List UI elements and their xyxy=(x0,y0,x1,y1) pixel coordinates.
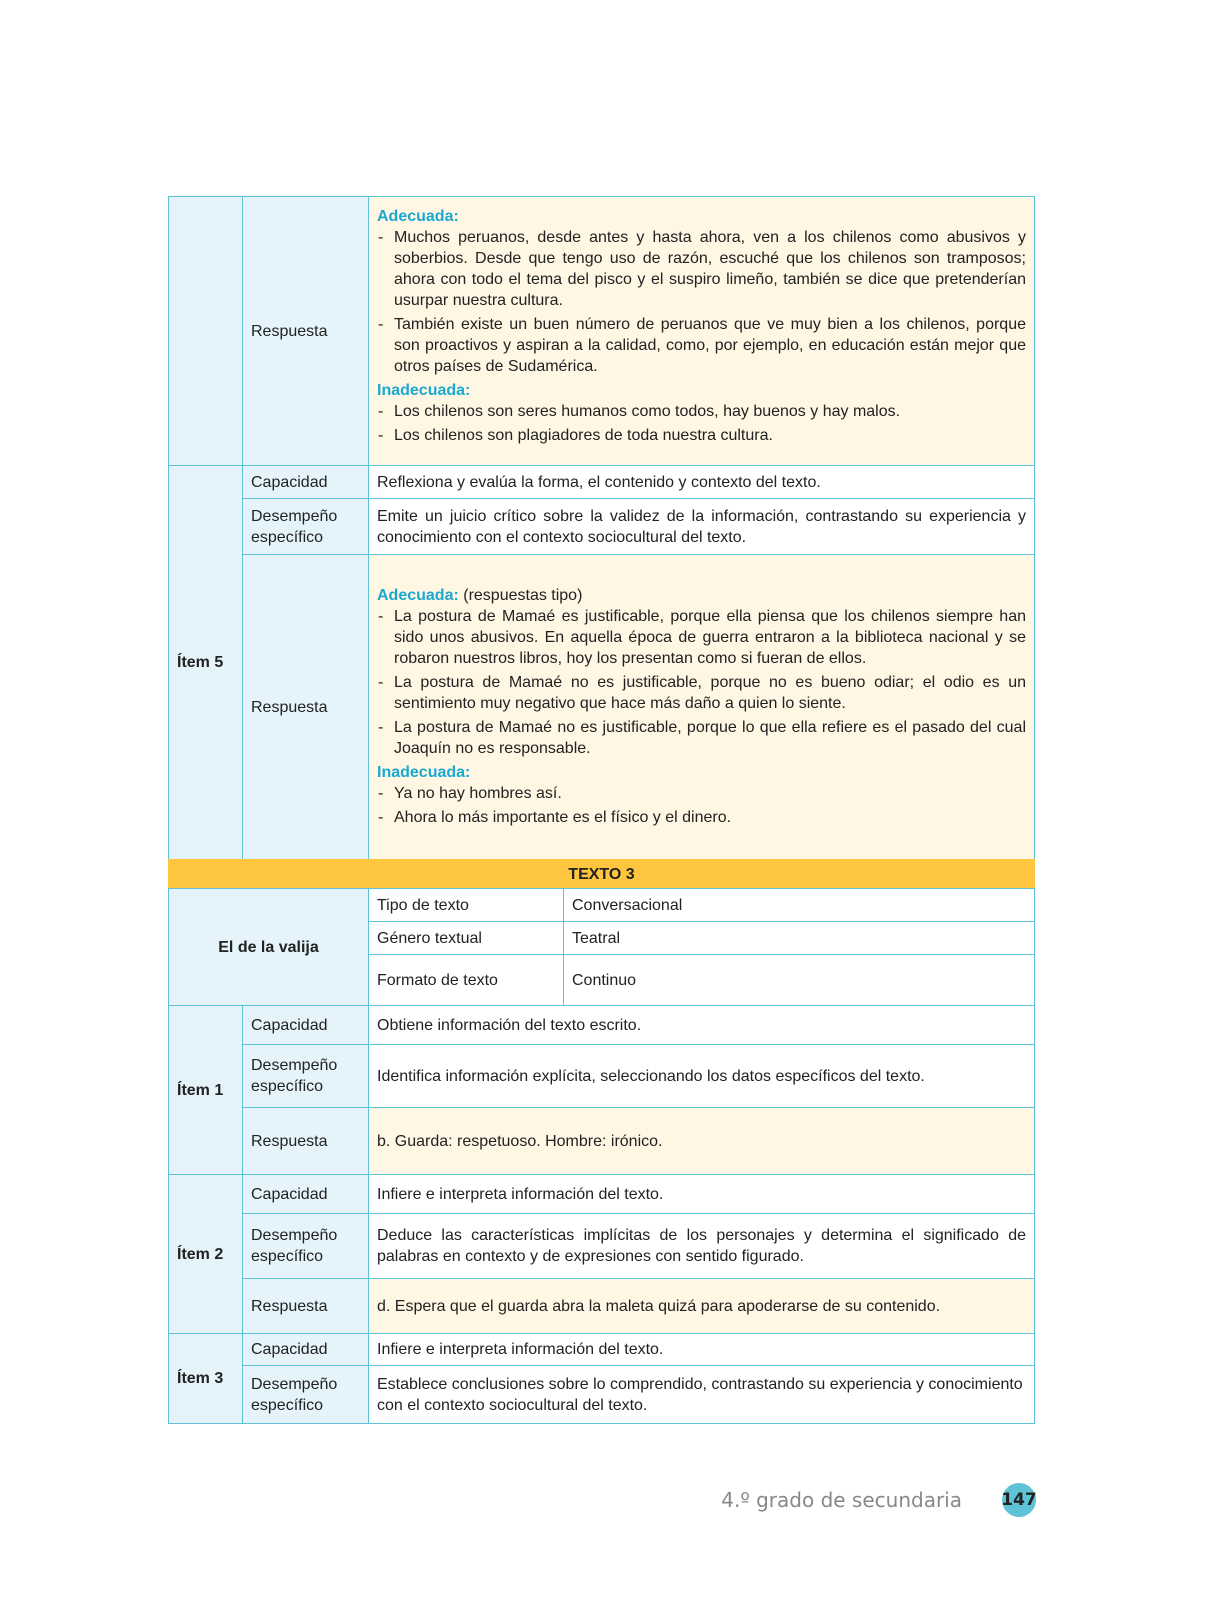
page-number: 147 xyxy=(1001,1490,1037,1510)
item3-label-cell xyxy=(168,1333,243,1424)
item2-desempeno-cell xyxy=(368,1213,1035,1279)
adecuada-heading: Adecuada: xyxy=(377,587,459,604)
list-item: - Los chilenos son plagiadores de toda nuestra cultura. xyxy=(377,425,1026,446)
capacidad-label: Capacidad xyxy=(251,1341,328,1358)
list-item: - Ahora lo más importante es el físico y el dinero. xyxy=(377,807,1026,828)
page-number-badge xyxy=(1002,1483,1036,1517)
list-item: - Ya no hay hombres así. xyxy=(377,783,1026,804)
texto3-banner-label: TEXTO 3 xyxy=(568,865,635,883)
tipo-label: Tipo de texto xyxy=(377,896,469,914)
tipo-value: Conversacional xyxy=(572,896,683,914)
item2-label-cell xyxy=(168,1174,243,1334)
adecuada-list xyxy=(377,227,1026,377)
desempeno-label: Desempeño específico xyxy=(251,1375,338,1414)
item2-respuesta-label-cell xyxy=(242,1278,369,1334)
tipo-value-cell xyxy=(563,888,1035,922)
texto3-banner xyxy=(168,859,1035,889)
item3-desempeno-label-cell xyxy=(242,1365,369,1424)
item1-respuesta-label-cell xyxy=(242,1107,369,1175)
desempeno-text: Emite un juicio crítico sobre la validez de la información, contrastando su experiencia y conocimiento con el contexto sociocultural del texto. xyxy=(377,507,1026,546)
formato-value: Continuo xyxy=(572,971,637,989)
item5-capacidad-label-cell xyxy=(242,465,369,499)
desempeno-text: Establece conclusiones sobre lo comprendido, contrastando su experiencia y conocimiento con el contexto sociocultural del texto. xyxy=(377,1375,1023,1414)
text-title: El de la valija xyxy=(218,938,319,956)
tipo-label-cell xyxy=(368,888,564,922)
respuesta-label-cell xyxy=(242,196,369,466)
item1-desempeno-cell xyxy=(368,1044,1035,1108)
respuesta-text: b. Guarda: respetuoso. Hombre: irónico. xyxy=(377,1132,663,1150)
item1-capacidad-label-cell xyxy=(242,1005,369,1045)
item5-capacidad-cell xyxy=(368,465,1035,499)
inadecuada-heading: Inadecuada: xyxy=(377,382,471,399)
item5-label-cell xyxy=(168,465,243,860)
item3-label: Ítem 3 xyxy=(177,1370,224,1387)
formato-label-cell xyxy=(368,954,564,1006)
grade-footer: 4.º grado de secundaria xyxy=(721,1488,962,1512)
respuesta-label: Respuesta xyxy=(251,1297,328,1315)
item1-desempeno-label-cell xyxy=(242,1044,369,1108)
adecuada-list xyxy=(377,606,1026,759)
item1-label: Ítem 1 xyxy=(177,1081,224,1099)
item5-desempeno-label-cell xyxy=(242,498,369,555)
capacidad-text: Obtiene información del texto escrito. xyxy=(377,1016,642,1034)
list-item: - La postura de Mamaé no es justificable, porque lo que ella refiere es el pasado del cual Joaquín no es responsable. xyxy=(377,717,1026,759)
item3-capacidad-cell xyxy=(368,1333,1035,1366)
respuesta-content-cell xyxy=(368,196,1035,466)
item5-desempeno-cell xyxy=(368,498,1035,555)
list-item: - La postura de Mamaé es justificable, porque ella piensa que los chilenos siempre han sido unos abusivos. En aquella época de guerra entraron a la biblioteca nacional y se robaron nuestros libros, hoy los presentan como si fueran de ellos. xyxy=(377,606,1026,669)
inadecuada-heading: Inadecuada: xyxy=(377,764,471,781)
inadecuada-list xyxy=(377,783,1026,828)
desempeno-label: Desempeño específico xyxy=(251,507,338,546)
respuesta-label: Respuesta xyxy=(251,1132,328,1150)
respuesta-text: d. Espera que el guarda abra la maleta quizá para apoderarse de su contenido. xyxy=(377,1297,941,1315)
capacidad-label: Capacidad xyxy=(251,1016,328,1034)
capacidad-text: Infiere e interpreta información del texto. xyxy=(377,1185,664,1203)
list-item: - Los chilenos son seres humanos como todos, hay buenos y hay malos. xyxy=(377,401,1026,422)
item-cell-continued xyxy=(168,196,243,466)
formato-label: Formato de texto xyxy=(377,971,498,989)
item2-desempeno-label-cell xyxy=(242,1213,369,1279)
item5-label: Ítem 5 xyxy=(177,654,224,671)
item3-capacidad-label-cell xyxy=(242,1333,369,1366)
capacidad-text: Infiere e interpreta información del texto. xyxy=(377,1341,664,1358)
adecuada-note: (respuestas tipo) xyxy=(458,587,583,604)
capacidad-label: Capacidad xyxy=(251,1185,328,1203)
item2-label: Ítem 2 xyxy=(177,1245,224,1263)
capacidad-text: Reflexiona y evalúa la forma, el contenido y contexto del texto. xyxy=(377,473,821,491)
respuesta-label: Respuesta xyxy=(251,698,328,716)
item2-respuesta-cell xyxy=(368,1278,1035,1334)
genero-label: Género textual xyxy=(377,929,482,947)
item1-capacidad-cell xyxy=(368,1005,1035,1045)
capacidad-label: Capacidad xyxy=(251,473,328,491)
list-item: - La postura de Mamaé no es justificable, porque no es bueno odiar; el odio es un sentimiento muy negativo que hace más daño a quien lo siente. xyxy=(377,672,1026,714)
genero-value-cell xyxy=(563,921,1035,955)
item1-respuesta-cell xyxy=(368,1107,1035,1175)
desempeno-label: Desempeño específico xyxy=(251,1227,338,1265)
desempeno-text: Deduce las características implícitas de los personajes y determina el significado de palabras en contexto y de expresiones con sentido figurado. xyxy=(377,1227,1026,1265)
item5-respuesta-label-cell xyxy=(242,554,369,860)
genero-value: Teatral xyxy=(572,929,621,947)
list-item: - También existe un buen número de peruanos que ve muy bien a los chilenos, porque son proactivos y aspiran a la calidad, como, por ejemplo, en educación están mejor que otros países de Sudamérica. xyxy=(377,314,1026,377)
list-item: - Muchos peruanos, desde antes y hasta ahora, ven a los chilenos como abusivos y soberbios. Desde que tengo uso de razón, escuché que los chilenos son tramposos; ahora con todo el tema del pisco y el suspiro limeño, también se dice que pretenderían usurpar nuestra cultura. xyxy=(377,227,1026,311)
inadecuada-list xyxy=(377,401,1026,446)
item5-respuesta-cell xyxy=(368,554,1035,860)
assessment-table xyxy=(168,196,1035,1424)
item2-capacidad-cell xyxy=(368,1174,1035,1214)
respuesta-label: Respuesta xyxy=(251,322,328,340)
formato-value-cell xyxy=(563,954,1035,1006)
text-title-cell xyxy=(168,888,369,1006)
desempeno-label: Desempeño específico xyxy=(251,1057,338,1095)
adecuada-heading: Adecuada: xyxy=(377,208,459,225)
item1-label-cell xyxy=(168,1005,243,1175)
item2-capacidad-label-cell xyxy=(242,1174,369,1214)
genero-label-cell xyxy=(368,921,564,955)
item3-desempeno-cell xyxy=(368,1365,1035,1424)
desempeno-text: Identifica información explícita, seleccionando los datos específicos del texto. xyxy=(377,1067,925,1085)
